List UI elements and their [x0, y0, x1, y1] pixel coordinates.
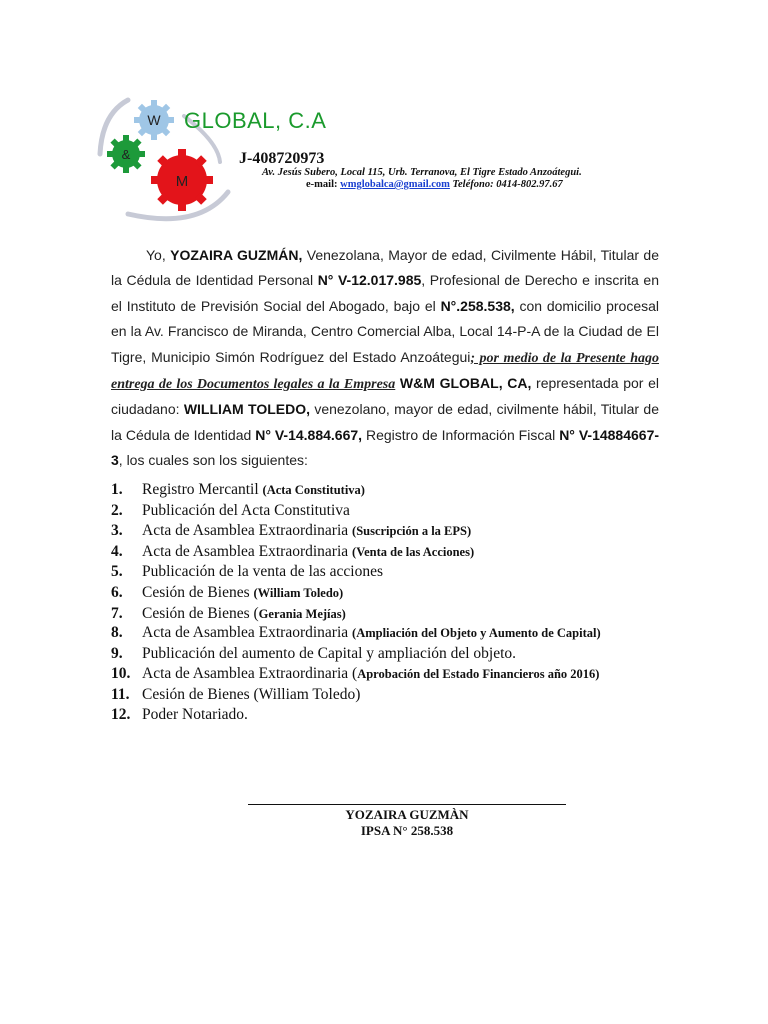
- item-text: Registro Mercantil: [142, 481, 263, 498]
- item-text: Publicación del Acta Constitutiva: [142, 501, 350, 519]
- phone-text: Teléfono: 0414-802.97.67: [452, 179, 563, 190]
- item-number: 10.: [111, 664, 131, 682]
- company-name: GLOBAL, C.A: [184, 108, 327, 133]
- item-number: 7.: [111, 604, 123, 622]
- item-text: Acta de Asamblea Extraordinaria: [142, 542, 353, 560]
- list-item: [111, 624, 661, 642]
- item-note: Gerania Mejías): [258, 606, 346, 621]
- list-item: [111, 665, 661, 683]
- list-item: [111, 685, 661, 706]
- item-text: Cesión de Bienes: [142, 583, 254, 601]
- declaration-paragraph: [111, 243, 659, 474]
- item-note: (Suscripción a la EPS): [352, 524, 472, 539]
- list-item: [111, 583, 661, 604]
- item-text: Publicación del aumento de Capital y ampliación del objeto.: [142, 645, 517, 663]
- item-number: 6.: [111, 583, 123, 601]
- item-text: Acta de Asamblea Extraordinaria: [142, 522, 353, 540]
- signature-line: [248, 804, 566, 805]
- list-item: [111, 604, 661, 625]
- item-text: Acta de Asamblea Extraordinaria: [142, 624, 353, 642]
- list-item: [111, 644, 661, 665]
- representative-ci: N° V-14.884.667,: [255, 426, 363, 443]
- declarant-ci: N° V-12.017.985: [317, 272, 422, 289]
- representative-rif: N° V-14884667-3: [111, 426, 660, 469]
- item-number: 1.: [111, 481, 123, 498]
- email-label: e-mail:: [306, 179, 338, 190]
- text-run: representada por el ciudadano:: [111, 375, 659, 418]
- list-item: [111, 501, 661, 522]
- company-address: Av. Jesús Subero, Local 115, Urb. Terranova, El Tigre Estado Anzoátegui.: [262, 167, 582, 178]
- item-number: 4.: [111, 542, 123, 560]
- item-text: Cesión de Bienes (: [142, 604, 259, 622]
- text-run: Registro de Información Fiscal: [362, 426, 560, 443]
- text-run: , Profesional de Derecho e inscrita en el Instituto de Previsión Social del Abogado, bajo el: [111, 272, 659, 314]
- list-item: [111, 562, 661, 583]
- text-run: Venezolana, Mayor de edad, Civilmente Hábil, Titular de la Cédula de Identidad Personal: [111, 247, 660, 289]
- company-contact: [306, 179, 563, 190]
- logo-letter-m: M: [175, 173, 189, 190]
- item-number: 12.: [111, 706, 131, 724]
- text-run: , los cuales son los siguientes:: [118, 452, 308, 469]
- representative-name: WILLIAM TOLEDO,: [183, 401, 310, 418]
- company-ref: W&M GLOBAL, CA,: [395, 375, 532, 392]
- item-number: 2.: [111, 501, 123, 519]
- delivery-statement: ; por medio de la Presente hago entrega de los Documentos legales a la Empresa: [111, 350, 659, 393]
- logo-letter-w: W: [147, 112, 161, 128]
- item-number: 11.: [111, 685, 130, 703]
- item-text: Publicación de la venta de las acciones: [142, 563, 384, 581]
- email-link[interactable]: wmglobalca@gmail.com: [340, 179, 450, 190]
- item-note: Aprobación del Estado Financieros año 2016): [357, 666, 600, 681]
- list-item: [111, 705, 661, 726]
- declarant-name: YOZAIRA GUZMÁN,: [170, 247, 303, 263]
- item-text: Poder Notariado.: [142, 706, 248, 724]
- signer-ipsa: IPSA N° 258.538: [360, 822, 454, 838]
- documents-list: [111, 480, 661, 726]
- gear-green-icon: [107, 135, 145, 173]
- declarant-ipsa: N°.258.538,: [440, 297, 515, 314]
- item-note: (William Toledo): [253, 585, 344, 600]
- item-number: 5.: [111, 563, 123, 581]
- gear-red-icon: [151, 149, 213, 211]
- text-run: venezolano, mayor de edad, civilmente hábil, Titular de la Cédula de Identidad: [111, 401, 659, 443]
- item-number: 8.: [111, 624, 123, 642]
- list-item: [111, 521, 661, 542]
- item-text: Cesión de Bienes (William Toledo): [142, 685, 361, 703]
- signer-name: YOZAIRA GUZMÀN: [345, 807, 469, 822]
- logo-letter-amp: &: [121, 147, 131, 162]
- item-note: (Venta de las Acciones): [352, 544, 475, 559]
- text-run: con domicilio procesal en la Av. Francisco de Miranda, Centro Comercial Alba, Local 14-P-A de la Ciudad de El Tigre, Municipio Simón Rodríguez del Estado Anzoátegui: [111, 297, 659, 365]
- item-number: 3.: [111, 522, 123, 540]
- item-text: Acta de Asamblea Extraordinaria (: [142, 664, 358, 682]
- company-rif: J-408720973: [239, 150, 325, 167]
- list-item: [111, 480, 661, 501]
- item-number: 9.: [111, 645, 123, 663]
- item-note: (Acta Constitutiva): [262, 483, 365, 497]
- gear-blue-icon: [134, 100, 174, 140]
- signature-block: [248, 790, 566, 838]
- list-item: [111, 542, 661, 563]
- text-run: Yo,: [146, 247, 171, 263]
- item-note: (Ampliación del Objeto y Aumento de Capital): [352, 626, 601, 641]
